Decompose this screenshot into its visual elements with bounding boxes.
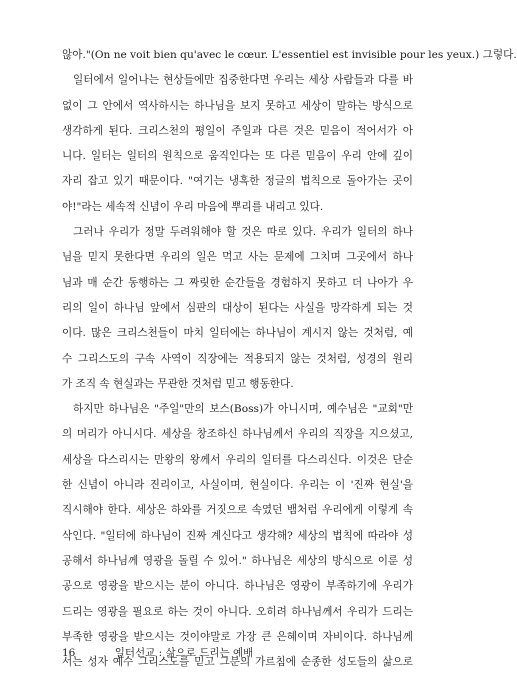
text-line: 일터에서 일어나는 현상들에만 집중한다면 우리는 세상 사람들과 다를 바 [73, 74, 413, 87]
text-line: 그러나 우리가 정말 두려워해야 할 것은 따로 있다. 우리가 일터의 하나 [73, 226, 413, 239]
text-line: 님을 믿지 못한다면 우리의 일은 먹고 사는 문제에 그치며 그곳에서 하나 [62, 251, 413, 264]
text-line: 리의 일이 하나님 앞에서 심판의 대상이 된다는 사실을 망각하게 되는 것 [62, 301, 413, 314]
book-title: 일터선교 : 삶으로 드리는 예배 [114, 647, 254, 659]
page-number: 16 [62, 647, 76, 659]
body-text [62, 43, 517, 675]
text-line: 않아."(On ne voit bien qu'avec le cœur. L'essentiel est invisible pour les yeux.) 그렇다. [62, 49, 517, 61]
text-line: 한 신념이 아니라 진리이고, 사실이며, 현실이다. 우리는 이 '진짜 현실'을 [62, 479, 413, 492]
text-line: 야!"라는 세속적 신념이 우리 마음에 뿌리를 내리고 있다. [62, 200, 324, 213]
text-line: 직시해야 한다. 세상은 하와를 거짓으로 속였던 뱀처럼 우리에게 이렇게 속 [62, 504, 413, 517]
text-line: 부족한 영광을 받으시는 것이야말로 가장 큰 은혜이며 자비이다. 하나님께 [62, 630, 413, 643]
page-footer [62, 645, 253, 660]
text-line: 공으로 영광을 받으시는 분이 아니다. 하나님은 영광이 부족하기에 우리가 [62, 580, 413, 593]
text-line: 하지만 하나님은 "주일"만의 보스(Boss)가 아니시며, 예수님은 "교회"만 [73, 403, 413, 416]
text-line: 서는 성자 예수 그리스도를 믿고 그분의 가르침에 순종한 성도들의 삶으로 [62, 656, 413, 669]
text-line: 삭인다. "일터에 하나님이 진짜 계신다고 생각해? 세상의 법칙에 따라야 성 [62, 529, 413, 542]
text-line: 수 그리스도의 구속 사역이 직장에는 적용되지 않는 것처럼, 성경의 원리 [62, 352, 413, 365]
text-line: 의 머리가 아니시다. 세상을 창조하신 하나님께서 우리의 직장을 지으셨고, [62, 428, 413, 441]
text-line: 드리는 영광을 필요로 하는 것이 아니다. 오히려 하나님께서 우리가 드리는 [62, 605, 413, 618]
text-line: 자리 잡고 있기 때문이다. "여기는 냉혹한 정글의 법칙으로 돌아가는 곳이 [62, 175, 413, 188]
text-line: 님과 매 순간 동행하는 그 짜릿한 순간들을 경험하지 못하고 더 나아가 우 [62, 276, 413, 289]
text-line: 이다. 많은 크리스천들이 마치 일터에는 하나님이 계시지 않는 것처럼, 예 [62, 327, 413, 340]
text-line: 니다. 일터는 일터의 원칙으로 움직인다는 또 다른 믿음이 우리 안에 깊이 [62, 150, 413, 163]
text-line: 생각하게 된다. 크리스천의 평일이 주일과 다른 것은 믿음이 적어서가 아 [62, 124, 413, 137]
text-line: 없이 그 안에서 역사하시는 하나님을 보지 못하고 세상이 말하는 방식으로 [62, 99, 413, 112]
text-line: 세상을 다스리시는 만왕의 왕께서 우리의 일터를 다스리신다. 이것은 단순 [62, 453, 413, 466]
text-line: 공해서 하나님께 영광을 돌릴 수 있어." 하나님은 세상의 방식으로 이룬 성 [62, 554, 413, 567]
text-line: 가 조직 속 현실과는 무관한 것처럼 믿고 행동한다. [62, 377, 294, 390]
